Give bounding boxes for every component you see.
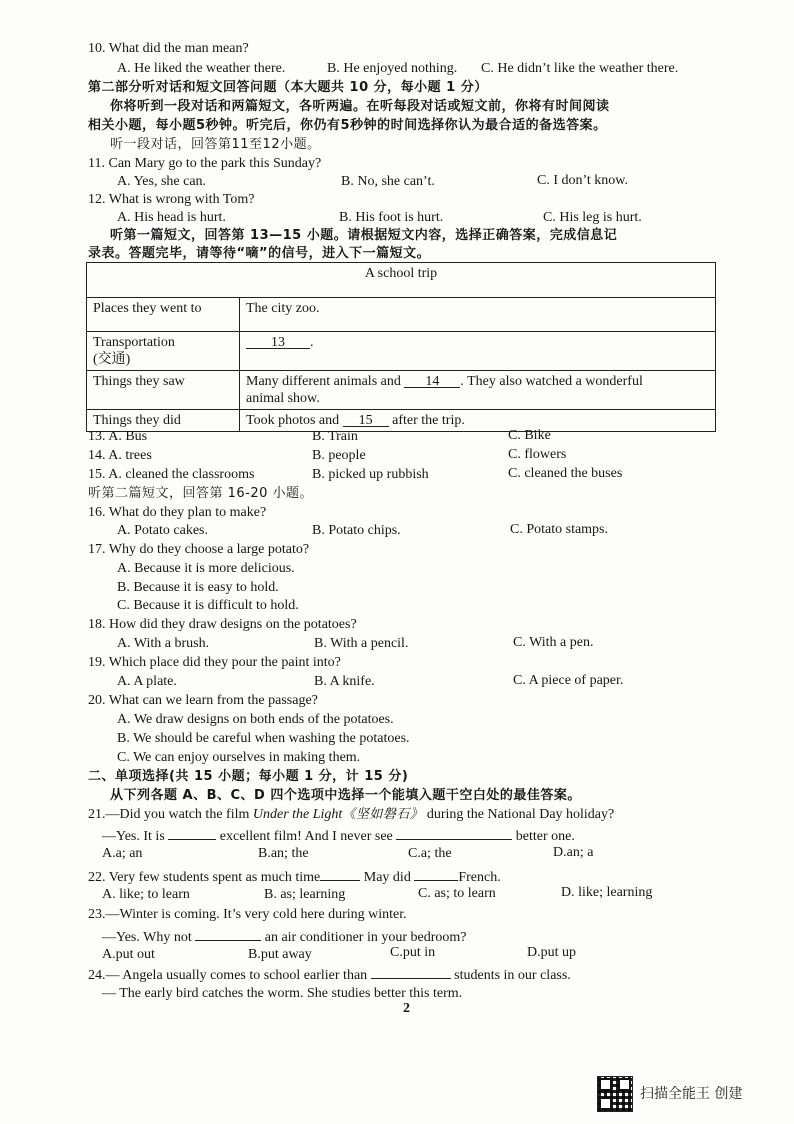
question-19-option-a: A. A plate. [117,674,177,689]
question-19-option-c: C. A piece of paper. [513,673,624,688]
blank-13-after: . [310,335,314,350]
question-11-option-a: A. Yes, she can. [117,174,207,189]
q21-l2a: —Yes. It is [102,829,165,844]
question-10-option-a: A. He liked the weather there. [117,61,286,76]
question-16-option-c: C. Potato stamps. [510,522,609,537]
question-22-line1 [88,866,501,887]
table-title: A school trip [87,263,716,298]
table-value [240,410,716,432]
question-16-option-a: A. Potato cakes. [117,523,208,538]
question-10-stem: 10. What did the man mean? [88,41,249,56]
question-13-option-a: 13. A. Bus [88,429,148,444]
question-11-option-c: C. I don’t know. [537,173,628,188]
row3-after: . They also watched a wonderful [460,374,643,389]
question-18-option-b: B. With a pencil. [314,636,409,651]
question-19-option-b: B. A knife. [314,674,375,689]
table-row [87,332,716,371]
question-15-option-a: 15. A. cleaned the classrooms [88,467,255,482]
q22-blank-1[interactable] [320,866,360,881]
section2-instruction: 从下列各题 A、B、C、D 四个选项中选择一个能填入题干空白处的最佳答案。 [110,788,581,803]
question-12-option-b: B. His foot is hurt. [339,210,444,225]
row3-line2: animal show. [246,391,320,406]
question-19-stem: 19. Which place did they pour the paint into? [88,655,341,670]
question-14-option-b: B. people [312,448,366,463]
school-trip-table [86,262,716,432]
table-value [240,371,716,410]
question-21-option-c: C.a; the [408,846,452,861]
question-14-option-a: 14. A. trees [88,448,152,463]
question-23-option-a: A.put out [102,947,155,962]
table-row [87,371,716,410]
q21-l2b: excellent film! And I never see [219,829,393,844]
question-21-option-d: D.an; a [553,845,594,860]
row3-before: Many different animals and [246,374,401,389]
q24-l1a: 24.— Angela usually comes to school earlier than [88,968,368,983]
question-23-line1: 23.—Winter is coming. It’s very cold here during winter. [88,907,407,922]
scanner-watermark: 扫描全能王 创建 [640,1086,743,1102]
question-14-option-c: C. flowers [508,447,567,462]
passage1-intro-line1: 听第一篇短文，回答第 13—15 小题。请根据短文内容，选择正确答案，完成信息记 [110,228,618,243]
table-label: Things they did [87,410,240,432]
question-20-option-c: C. We can enjoy ourselves in making them. [117,750,361,765]
q21-blank-2[interactable] [396,825,512,840]
question-23-option-d: D.put up [527,945,576,960]
row4-after: after the trip. [392,413,465,428]
question-11-option-b: B. No, she can’t. [341,174,435,189]
question-18-option-c: C. With a pen. [513,635,594,650]
blank-13[interactable]: 13 [246,334,310,349]
q21-film-title: Under the Light [252,807,343,822]
question-12-option-a: A. His head is hurt. [117,210,226,225]
question-22-option-b: B. as; learning [264,887,346,902]
q21-film-cn: 《坚如磐石》 [342,807,424,822]
q22-l1a: 22. Very few students spent as much time [88,870,321,885]
part2-instruction-line2: 相关小题，每小题5秒钟。听完后，你仍有5秒钟的时间选择你认为最合适的备选答案。 [88,118,607,133]
table-row [87,410,716,432]
passage1-intro-line2: 录表。答题完毕，请等待“嘀”的信号，进入下一篇短文。 [88,246,431,261]
question-16-stem: 16. What do they plan to make? [88,505,267,520]
question-17-stem: 17. Why do they choose a large potato? [88,542,310,557]
question-10-option-c: C. He didn’t like the weather there. [481,61,679,76]
question-20-stem: 20. What can we learn from the passage? [88,693,318,708]
question-24-line1 [88,964,571,985]
q21-blank-1[interactable] [168,825,216,840]
question-21-option-a: A.a; an [102,846,143,861]
q24-l1b: students in our class. [454,968,571,983]
question-22-option-a: A. like; to learn [102,887,190,902]
dialog-intro: 听一段对话，回答第11至12小题。 [110,137,321,152]
table-label: Things they saw [87,371,240,410]
page-number: 2 [403,1001,410,1016]
question-23-option-b: B.put away [248,947,312,962]
row4-before: Took photos and [246,413,340,428]
question-11-stem: 11. Can Mary go to the park this Sunday? [88,156,322,171]
blank-14[interactable]: 14 [404,373,460,388]
passage2-intro: 听第二篇短文，回答第 16-20 小题。 [88,486,314,501]
table-value [240,332,716,371]
table-row [87,298,716,332]
qr-code-icon [597,1076,633,1112]
q23-l2a: —Yes. Why not [102,930,192,945]
q23-l2b: an air conditioner in your bedroom? [264,930,467,945]
table-value: The city zoo. [240,298,716,332]
question-15-option-c: C. cleaned the buses [508,466,623,481]
q22-l1b: May did [363,870,411,885]
q21-l2c: better one. [515,829,575,844]
table-label-line2: (交通) [93,352,131,367]
question-21-line1 [88,806,614,824]
part2-title: 第二部分听对话和短文回答问题（本大题共 10 分，每小题 1 分） [88,80,488,95]
q22-l1c: French. [458,870,501,885]
q22-blank-2[interactable] [414,866,458,881]
question-10-option-b: B. He enjoyed nothing. [327,61,458,76]
table-label-line1: Transportation [93,335,175,350]
question-12-option-c: C. His leg is hurt. [543,210,642,225]
question-22-option-d: D. like; learning [561,885,653,900]
question-24-line2: — The early bird catches the worm. She studies better this term. [102,986,463,1001]
question-21-option-b: B.an; the [258,846,309,861]
question-17-option-c: C. Because it is difficult to hold. [117,598,299,613]
question-22-option-c: C. as; to learn [418,886,496,901]
section2-title: 二、单项选择(共 15 小题；每小题 1 分，计 15 分) [88,769,409,784]
question-16-option-b: B. Potato chips. [312,523,401,538]
question-15-option-b: B. picked up rubbish [312,467,429,482]
question-13-option-c: C. Bike [508,428,551,443]
q24-blank[interactable] [371,964,451,979]
question-20-option-a: A. We draw designs on both ends of the potatoes. [117,712,394,727]
question-18-stem: 18. How did they draw designs on the potatoes? [88,617,357,632]
question-17-option-b: B. Because it is easy to hold. [117,580,279,595]
question-17-option-a: A. Because it is more delicious. [117,561,295,576]
q21-l1a: 21.—Did you watch the film [88,807,250,822]
question-20-option-b: B. We should be careful when washing the potatoes. [117,731,410,746]
question-21-line2 [102,825,575,846]
question-18-option-a: A. With a brush. [117,636,210,651]
q23-blank[interactable] [195,926,261,941]
q21-l1b: during the National Day holiday? [426,807,615,822]
blank-15[interactable]: 15 [343,412,389,427]
part2-instruction-line1: 你将听到一段对话和两篇短文，各听两遍。在听每段对话或短文前，你将有时间阅读 [110,99,610,114]
table-label: Places they went to [87,298,240,332]
table-label [87,332,240,371]
question-13-option-b: B. Train [312,429,358,444]
question-23-option-c: C.put in [390,945,436,960]
question-12-stem: 12. What is wrong with Tom? [88,192,255,207]
